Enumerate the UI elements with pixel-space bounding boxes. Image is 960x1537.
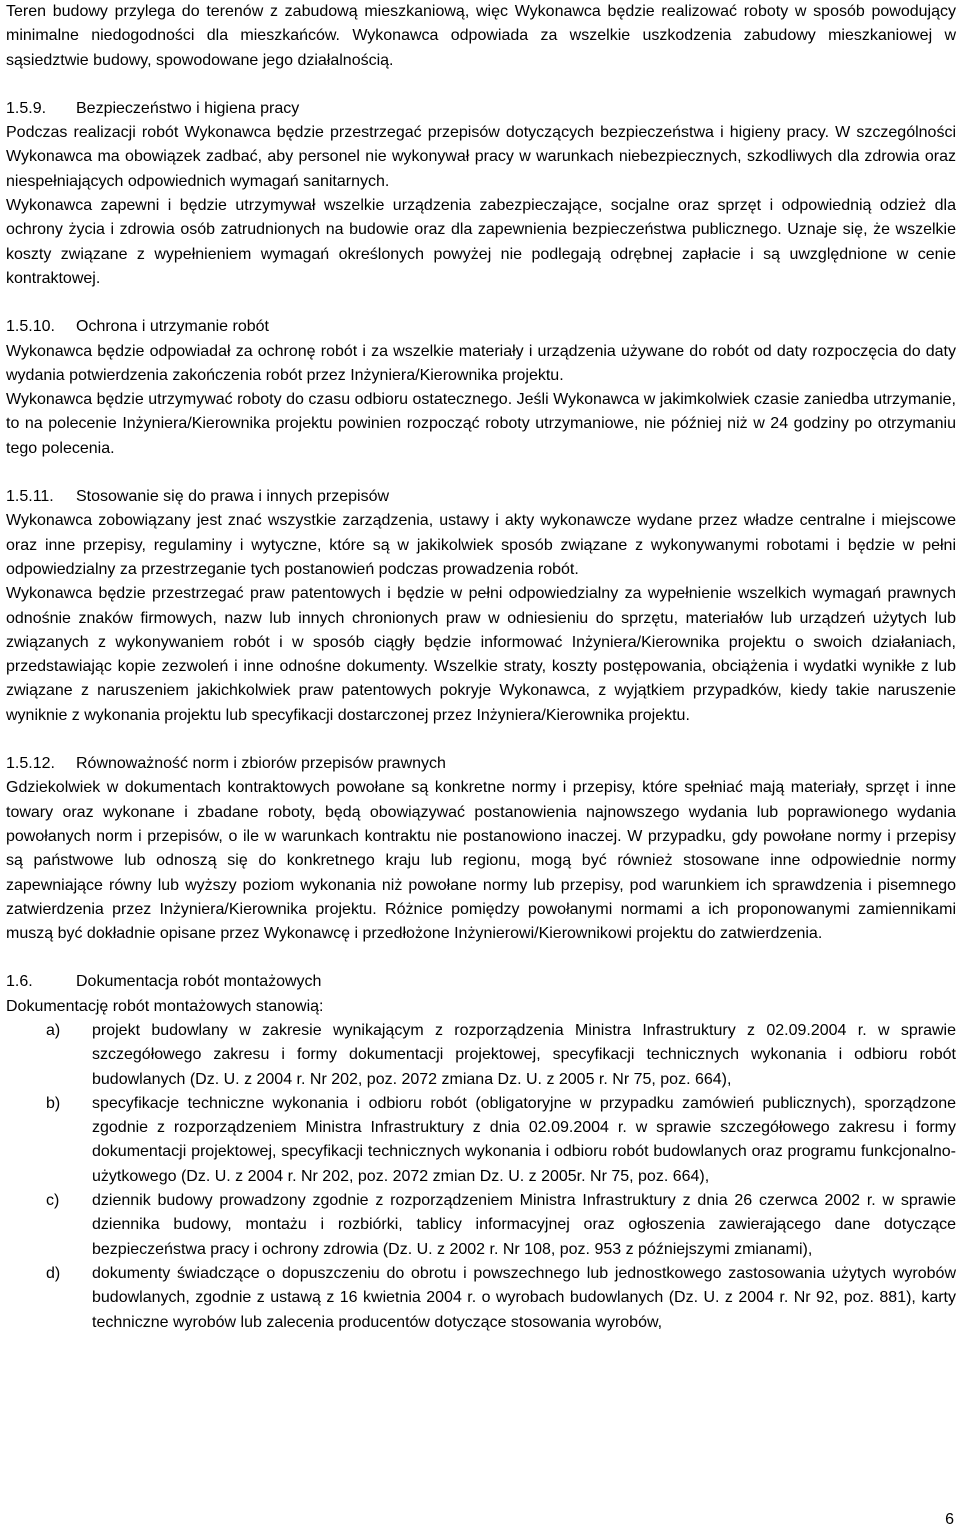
section-number: 1.5.12. bbox=[6, 755, 55, 773]
paragraph: Wykonawca zapewni i będzie utrzymywał wszelkie urządzenia zabezpieczające, socjalne oraz sprzęt i odpowiednią odzież dla ochrony życia i zdrowia osób zatrudnionych na budowie oraz dla zapewnienia bezpieczeństwa publicznego. Uznaje się, że wszelkie koszty związane z wypełnieniem wymagań określonych powyżej nie podlegają odrębnej zapłacie i są uwzględnione w cenie kontraktowej. bbox=[6, 197, 956, 287]
documentation-list bbox=[6, 1019, 956, 1335]
section-title: Stosowanie się do prawa i innych przepisów bbox=[76, 488, 390, 506]
spacer bbox=[6, 291, 956, 315]
list-marker: a) bbox=[46, 1021, 61, 1039]
paragraph: Wykonawca będzie odpowiadał za ochronę robót i za wszelkie materiały i urządzenia używane do robót od daty rozpoczęcia do daty wydania potwierdzenia zakończenia robót przez Inżyniera/Kierownika projektu. bbox=[6, 342, 956, 384]
section-title: Dokumentacja robót montażowych bbox=[76, 973, 322, 991]
paragraph: Podczas realizacji robót Wykonawca będzie przestrzegać przepisów dotyczących bezpieczeństwa i higieny pracy. W szczególności Wykonawca ma obowiązek zadbać, aby personel nie wykonywał pracy w warunkach niebezpiecznych, szkodliwych dla zdrowia oraz niespełniających odpowiednich wymagań sanitarnych. bbox=[6, 124, 956, 190]
section-title: Równoważność norm i zbiorów przepisów prawnych bbox=[76, 755, 446, 773]
intro-paragraph: Teren budowy przylega do terenów z zabudową mieszkaniową, więc Wykonawca będzie realizować roboty w sposób powodujący minimalne niedogodności dla mieszkańców. Wykonawca odpowiada za wszelkie uszkodzenia zabudowy mieszkaniowej w sąsiedztwie budowy, spowodowane jego działalnością. bbox=[6, 3, 956, 69]
list-item-text: specyfikacje techniczne wykonania i odbioru robót (obligatoryjne w przypadku zamówień publicznych), sporządzone zgodnie z rozporządzeniem Ministra Infrastruktury z dnia 02.09.2004 r. w sprawie szczegółowego zakresu i formy dokumentacji projektowej, specyfikacji technicznych wykonania i odbioru robót budowlanych oraz programu funkcjonalno-użytkowego (Dz. U. z 2004 r. Nr 202, poz. 2072 zmian Dz. U. z 2005r. Nr 75, poz. 664), bbox=[92, 1094, 956, 1185]
list-marker: b) bbox=[46, 1094, 61, 1112]
paragraph: Wykonawca będzie utrzymywać roboty do czasu odbioru ostatecznego. Jeśli Wykonawca w jakimkolwiek czasie zaniedba utrzymanie, to na polecenie Inżyniera/Kierownika projektu powinien rozpocząć roboty utrzymaniowe, nie później niż w 24 godziny po otrzymaniu tego polecenia. bbox=[6, 391, 956, 457]
list-item bbox=[6, 1019, 956, 1092]
section-number: 1.5.11. bbox=[6, 488, 54, 506]
section-number: 1.5.10. bbox=[6, 318, 55, 336]
list-lead: Dokumentację robót montażowych stanowią: bbox=[6, 997, 324, 1015]
section-heading-1-5-11 bbox=[6, 485, 956, 509]
paragraph: Wykonawca będzie przestrzegać praw patentowych i będzie w pełni odpowiedzialny za wypełnienie wszelkich wymagań prawnych odnośnie znaków firmowych, nazw lub innych chronionych praw w odniesieniu do sprzętu, materiałów lub urządzeń użytych lub związanych z wykonywaniem robót i w sposób ciągły będzie informować Inżyniera/Kierownika projektu o swoich działaniach, przedstawiając kopie zezwoleń i inne odnośne dokumenty. Wszelkie straty, koszty postępowania, obciążenia i wydatki wynikłe z lub związane z naruszeniem jakichkolwiek praw patentowych pokryje Wykonawca, z wyjątkiem przypadków, kiedy takie naruszenie wyniknie z wykonania projektu lub specyfikacji dostarczonej przez Inżyniera/Kierownika projektu. bbox=[6, 585, 956, 724]
section-heading-1-5-9 bbox=[6, 97, 956, 121]
list-item bbox=[6, 1262, 956, 1335]
section-heading-1-5-12 bbox=[6, 752, 956, 776]
list-item-text: dziennik budowy prowadzony zgodnie z rozporządzeniem Ministra Infrastruktury z dnia 26 czerwca 2002 r. w sprawie dziennika budowy, montażu i rozbiórki, tablicy informacyjnej oraz ogłoszenia zawierającego dane dotyczące bezpieczeństwa pracy i ochrony zdrowia (Dz. U. z 2002 r. Nr 108, poz. 953 z późniejszymi zmianami), bbox=[92, 1192, 956, 1258]
section-number: 1.5.9. bbox=[6, 99, 47, 117]
spacer bbox=[6, 728, 956, 752]
spacer bbox=[6, 73, 956, 97]
section-heading-1-5-10 bbox=[6, 315, 956, 339]
paragraph: Gdziekolwiek w dokumentach kontraktowych powołane są konkretne normy i przepisy, które spełniać mają materiały, sprzęt i inne towary oraz wykonane i zbadane roboty, będą obowiązywać postanowienia najnowszego wydania lub poprawionego wydania powołanych norm i przepisów, o ile w warunkach kontraktu nie postanowiono inaczej. W przypadku, gdy powołane normy i przepisy są państwowe lub odnoszą się do konkretnego kraju lub regionu, mogą być również stosowane inne odpowiednie normy zapewniające równy lub wyższy poziom wykonania niż powołane normy lub przepisy, pod warunkiem ich sprawdzenia i pisemnego zatwierdzenia przez Inżyniera/Kierownika projektu. Różnice pomiędzy powołanymi normami a ich proponowanymi zamiennikami muszą być dokładnie opisane przez Wykonawcę i przedłożone Inżynierowi/Kierownikowi projektu do zatwierdzenia. bbox=[6, 779, 956, 943]
list-item bbox=[6, 1092, 956, 1189]
section-heading-1-6 bbox=[6, 970, 956, 994]
paragraph: Wykonawca zobowiązany jest znać wszystkie zarządzenia, ustawy i akty wykonawcze wydane przez władze centralne i miejscowe oraz inne przepisy, regulaminy i wytyczne, które są w jakikolwiek sposób związane z wykonywanymi robotami i będzie w pełni odpowiedzialny za przestrzeganie tych postanowień podczas prowadzenia robót. bbox=[6, 512, 956, 578]
document-page bbox=[6, 0, 956, 1335]
section-title: Bezpieczeństwo i higiena pracy bbox=[76, 99, 300, 117]
list-marker: c) bbox=[46, 1192, 60, 1210]
section-number: 1.6. bbox=[6, 973, 33, 991]
list-item-text: projekt budowlany w zakresie wynikającym z rozporządzenia Ministra Infrastruktury z 02.09.2004 r. w sprawie szczegółowego zakresu i formy dokumentacji projektowej, specyfikacji technicznych wykonania i odbioru robót budowlanych (Dz. U. z 2004 r. Nr 202, poz. 2072 zmiana Dz. U. z 2005 r. Nr 75, poz. 664), bbox=[92, 1021, 956, 1088]
spacer bbox=[6, 946, 956, 970]
list-item bbox=[6, 1189, 956, 1262]
list-marker: d) bbox=[46, 1264, 61, 1282]
spacer bbox=[6, 461, 956, 485]
list-item-text: dokumenty świadczące o dopuszczeniu do obrotu i powszechnego lub jednostkowego zastosowania użytych wyrobów budowlanych, zgodnie z ustawą z 16 kwietnia 2004 r. o wyrobach budowlanych (Dz. U. z 2004 r. Nr 92, poz. 881), karty techniczne wyrobów lub zalecenia producentów dotyczące stosowania wyrobów, bbox=[92, 1264, 956, 1331]
section-title: Ochrona i utrzymanie robót bbox=[76, 318, 269, 336]
page-number: 6 bbox=[945, 1511, 954, 1528]
